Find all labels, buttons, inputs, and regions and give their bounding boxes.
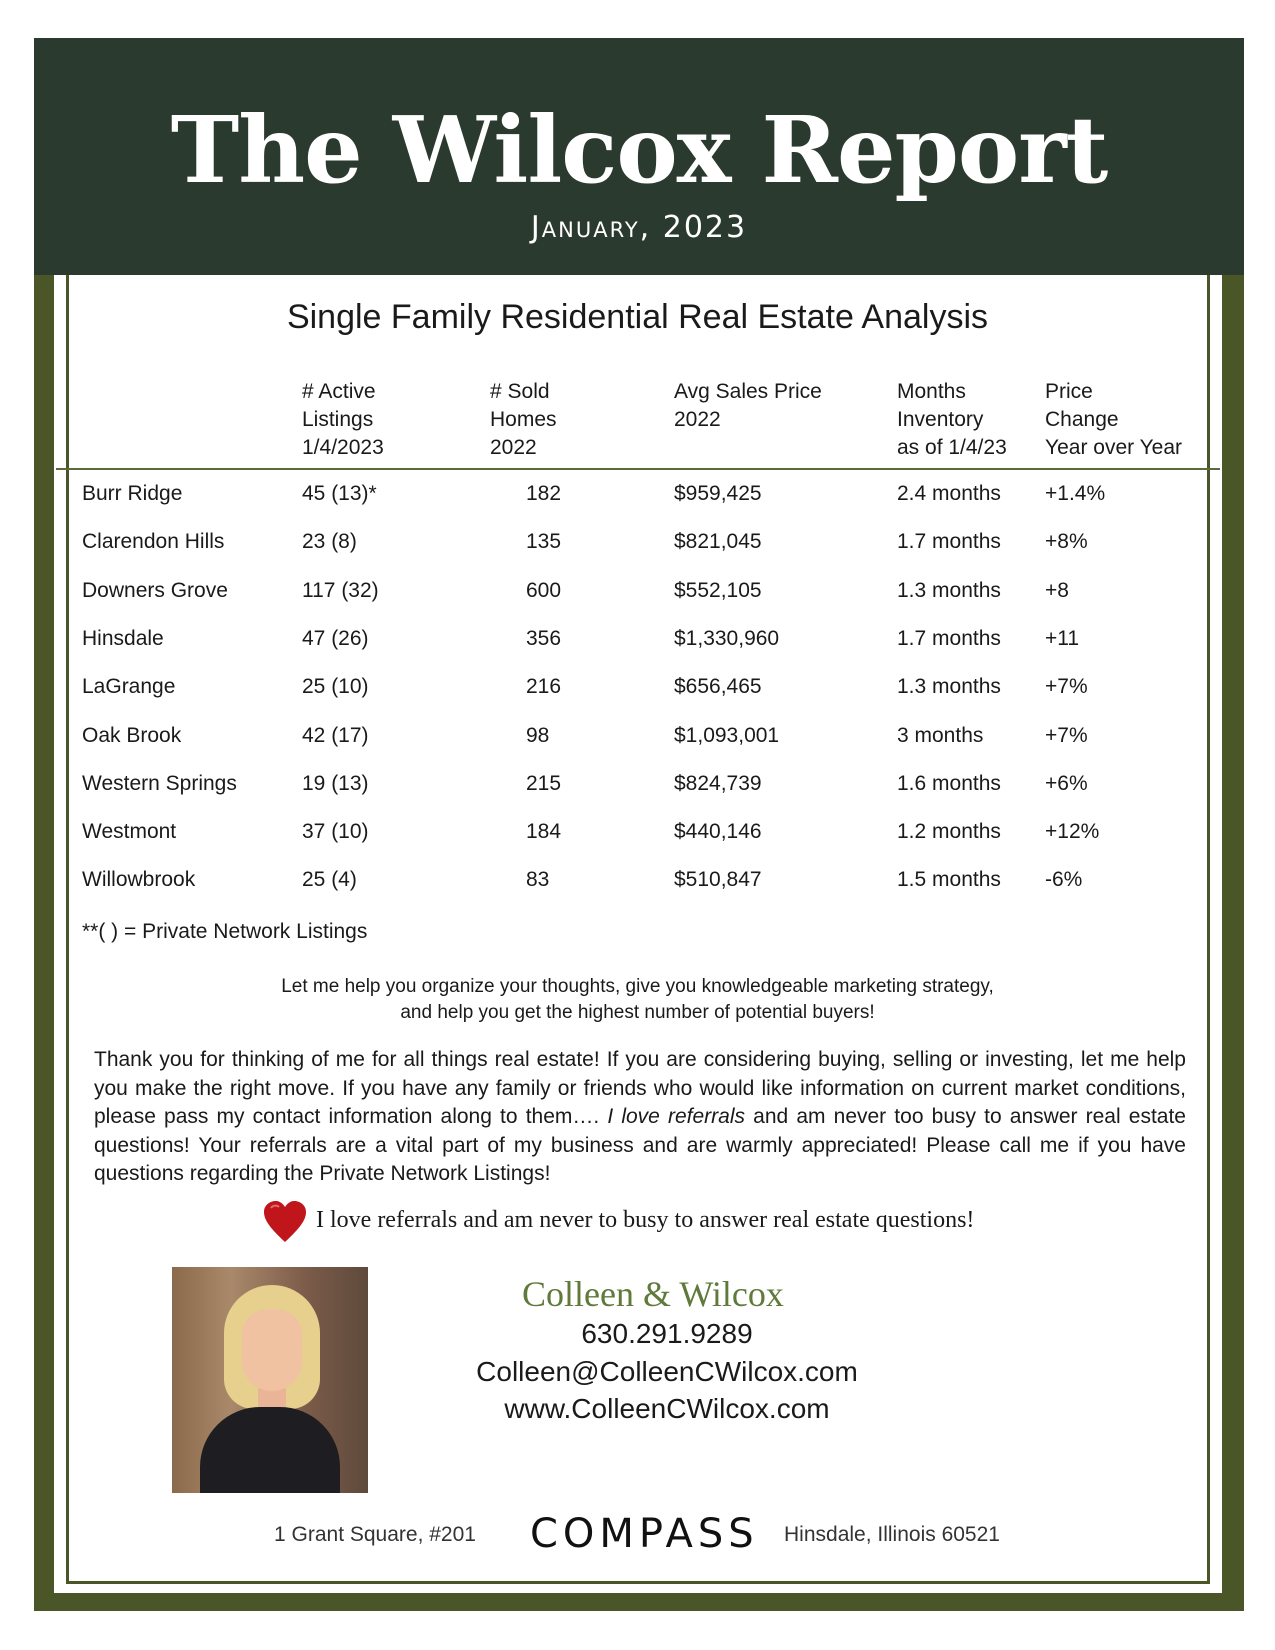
cell-inventory: 1.7 months bbox=[897, 626, 1001, 650]
cell-price: $440,146 bbox=[674, 820, 762, 844]
cell-town: Westmont bbox=[82, 820, 177, 844]
cell-price: $824,739 bbox=[674, 771, 762, 795]
cell-change: +1.4% bbox=[1045, 482, 1106, 505]
cell-town: LaGrange bbox=[82, 675, 176, 699]
table-row bbox=[0, 627, 1275, 657]
agent-email[interactable]: Colleen@ColleenCWilcox.com bbox=[476, 1356, 858, 1387]
cell-sold: 216 bbox=[526, 675, 562, 699]
cell-price: $1,093,001 bbox=[674, 723, 780, 747]
cell-active: 45 (13)* bbox=[302, 482, 377, 505]
cell-sold: 83 bbox=[526, 868, 550, 892]
table-row bbox=[0, 579, 1275, 609]
cell-price: $821,045 bbox=[674, 530, 762, 554]
table-row bbox=[0, 724, 1275, 754]
cell-active: 25 (10) bbox=[302, 675, 369, 699]
agent-phone[interactable]: 630.291.9289 bbox=[581, 1318, 753, 1349]
col-head-inventory: Months Inventory as of 1/4/23 bbox=[897, 380, 1007, 459]
cell-active: 25 (4) bbox=[302, 868, 357, 892]
cell-sold: 184 bbox=[526, 820, 562, 844]
table-row bbox=[0, 820, 1275, 850]
col-head-change: Price Change Year over Year bbox=[1045, 380, 1183, 459]
cell-price: $656,465 bbox=[674, 675, 762, 699]
cell-sold: 215 bbox=[526, 771, 562, 795]
cell-change: -6% bbox=[1045, 868, 1083, 892]
body-paragraph: Thank you for thinking of me for all things real estate! If you are considering buying, selling or investing, let me help you make the right move. If you have any family or friends who would like information on current market conditions, please pass my contact information along to them…. I love referrals and am never too busy to answer real estate questions! Your referrals are a vital part of my business and are warmly appreciated! Please call me if you have questions regarding the Private Network Listings! bbox=[94, 1048, 1186, 1185]
cell-change: +8 bbox=[1045, 578, 1069, 602]
table-row bbox=[0, 530, 1275, 560]
cell-sold: 182 bbox=[526, 482, 562, 505]
cell-inventory: 2.4 months bbox=[897, 482, 1001, 505]
cell-active: 19 (13) bbox=[302, 771, 369, 795]
agent-website[interactable]: www.ColleenCWilcox.com bbox=[504, 1393, 830, 1424]
section-title: Single Family Residential Real Estate Analysis bbox=[286, 298, 989, 336]
report-title: The Wilcox Report bbox=[170, 96, 1108, 204]
cell-price: $510,847 bbox=[674, 868, 762, 892]
cell-sold: 600 bbox=[526, 578, 562, 602]
cell-price: $959,425 bbox=[674, 482, 762, 505]
cell-inventory: 3 months bbox=[897, 723, 984, 747]
table-row bbox=[0, 675, 1275, 705]
cell-price: $552,105 bbox=[674, 578, 762, 602]
cell-change: +11 bbox=[1045, 626, 1080, 650]
cell-town: Clarendon Hills bbox=[82, 530, 225, 554]
agent-photo bbox=[172, 1267, 368, 1493]
address-city: Hinsdale, Illinois 60521 bbox=[784, 1523, 1000, 1546]
cell-inventory: 1.2 months bbox=[897, 820, 1001, 844]
cell-active: 23 (8) bbox=[302, 530, 357, 554]
footnote: **( ) = Private Network Listings bbox=[82, 920, 368, 943]
cell-town: Western Springs bbox=[82, 771, 237, 795]
header-rule bbox=[56, 468, 1220, 470]
cell-price: $1,330,960 bbox=[674, 626, 780, 650]
cell-change: +7% bbox=[1045, 675, 1088, 699]
table-row bbox=[0, 482, 1275, 512]
cell-active: 37 (10) bbox=[302, 820, 369, 844]
cell-inventory: 1.3 months bbox=[897, 578, 1001, 602]
referral-tagline: I love referrals and am never to busy to answer real estate questions! bbox=[316, 1207, 975, 1233]
col-head-sold: # Sold Homes 2022 bbox=[490, 380, 557, 459]
col-head-price: Avg Sales Price 2022 bbox=[674, 380, 822, 431]
cell-inventory: 1.7 months bbox=[897, 530, 1001, 554]
cell-inventory: 1.5 months bbox=[897, 868, 1001, 892]
agent-name-logo: Colleen & Wilcox bbox=[522, 1274, 784, 1314]
cell-change: +12% bbox=[1045, 820, 1100, 844]
cell-town: Willowbrook bbox=[82, 868, 196, 892]
cell-inventory: 1.3 months bbox=[897, 675, 1001, 699]
cell-sold: 135 bbox=[526, 530, 562, 554]
cell-active: 42 (17) bbox=[302, 723, 369, 747]
cell-town: Oak Brook bbox=[82, 723, 182, 747]
table-row bbox=[0, 868, 1275, 898]
compass-logo: COMPASS bbox=[530, 1511, 759, 1557]
cell-inventory: 1.6 months bbox=[897, 771, 1001, 795]
heart-icon bbox=[262, 1200, 308, 1244]
cell-change: +7% bbox=[1045, 723, 1088, 747]
report-date: January, 2023 bbox=[530, 210, 748, 245]
cell-town: Downers Grove bbox=[82, 578, 228, 602]
table-row bbox=[0, 772, 1275, 802]
cell-sold: 356 bbox=[526, 626, 562, 650]
cell-town: Hinsdale bbox=[82, 626, 164, 650]
pitch-text: Let me help you organize your thoughts, give you knowledgeable marketing strategy, and help you get the highest number of potential buyers! bbox=[281, 976, 994, 1023]
address-street: 1 Grant Square, #201 bbox=[274, 1523, 476, 1546]
cell-change: +6% bbox=[1045, 771, 1088, 795]
cell-sold: 98 bbox=[526, 723, 550, 747]
cell-change: +8% bbox=[1045, 530, 1088, 554]
col-head-active: # Active Listings 1/4/2023 bbox=[302, 380, 384, 459]
cell-active: 117 (32) bbox=[302, 578, 379, 602]
cell-active: 47 (26) bbox=[302, 626, 369, 650]
header-banner bbox=[34, 38, 1244, 275]
cell-town: Burr Ridge bbox=[82, 482, 183, 505]
